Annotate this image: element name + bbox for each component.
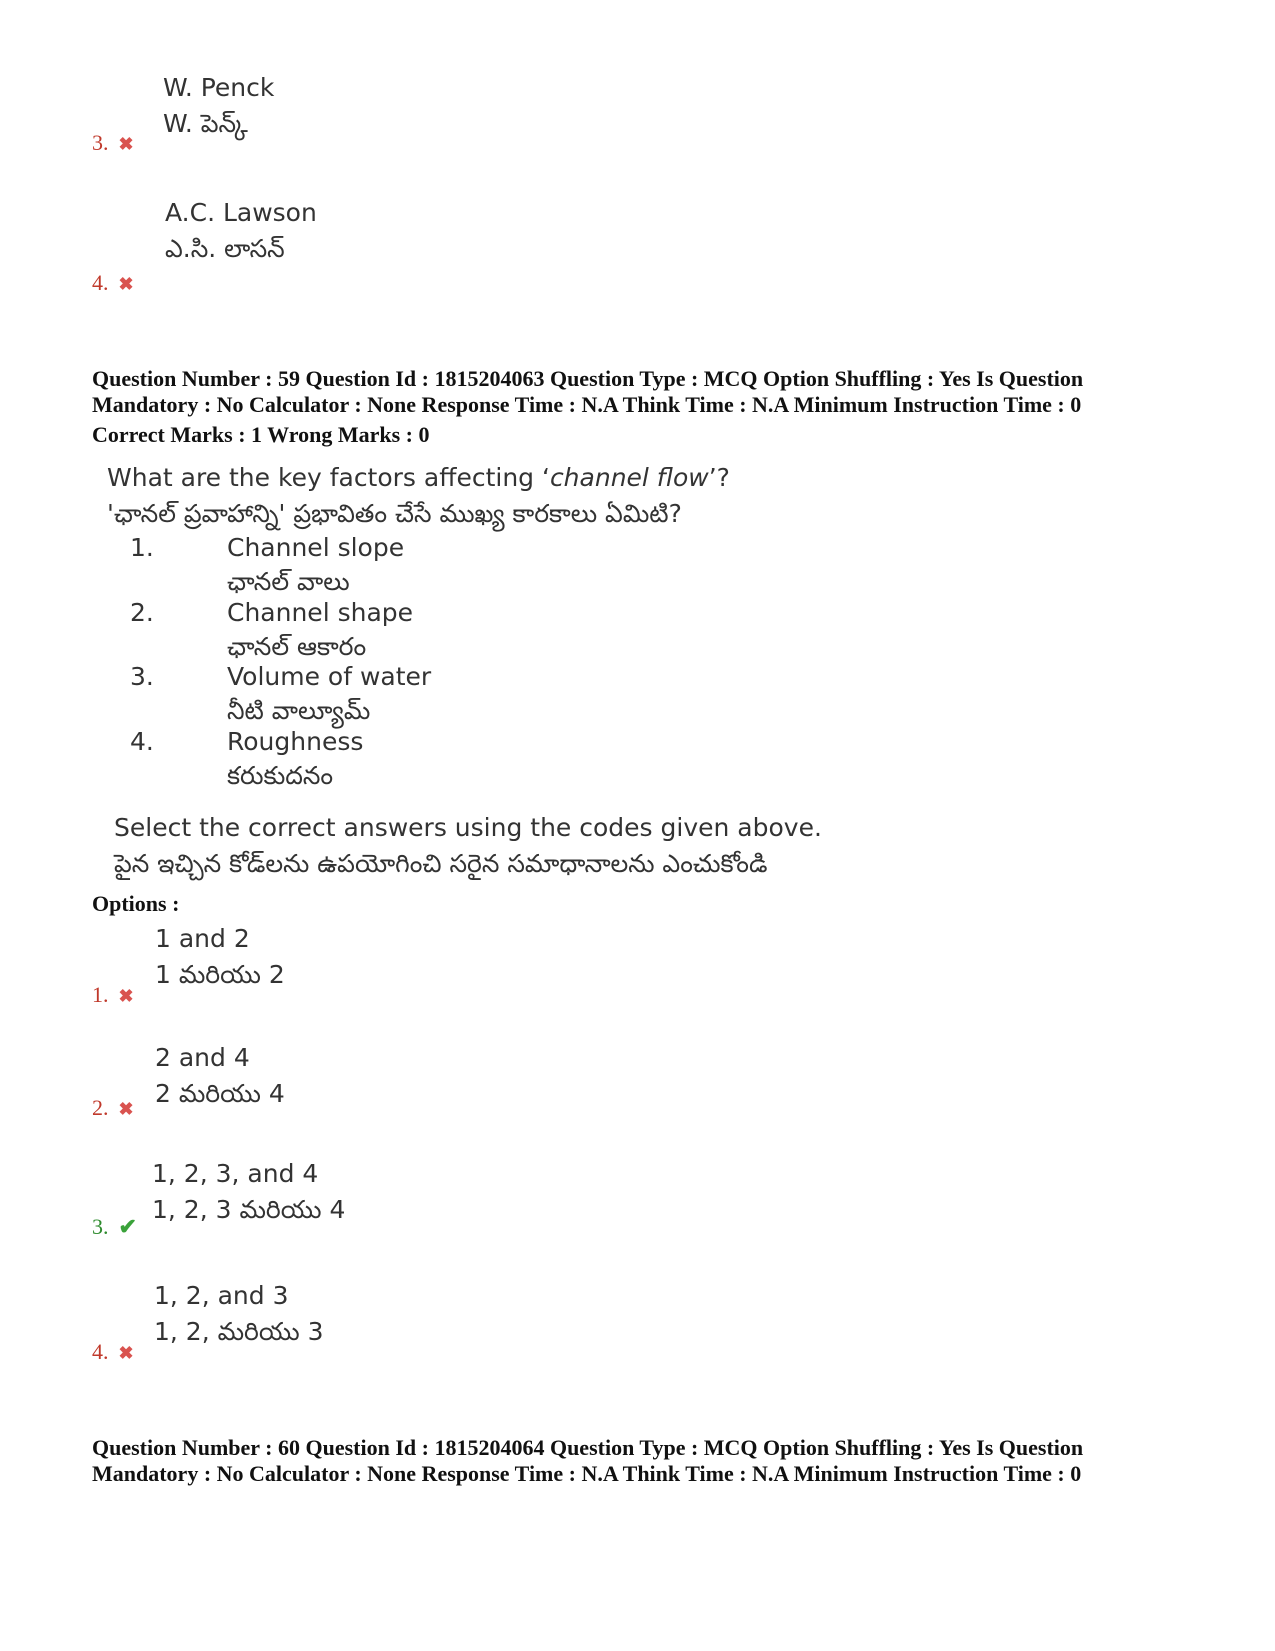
check-mark-icon: ✔	[118, 1214, 137, 1239]
option-number: 2.	[92, 1095, 109, 1120]
factor-text-te: నీటి వాల్యూమ్	[227, 696, 371, 725]
q60-meta-line1: Question Number : 60 Question Id : 1815204064 Question Type : MCQ Option Shuffling : Yes Is Question	[92, 1435, 1084, 1460]
wrong-mark-icon: ✖	[118, 1099, 134, 1119]
factor-text-te: ఛానల్ వాలు	[227, 567, 350, 596]
option-text-en: 1 and 2	[155, 924, 250, 953]
option-text-te: 1, 2, 3 మరియు 4	[152, 1195, 346, 1224]
option-text-te: W. పెన్క్	[163, 109, 248, 138]
q60-meta	[92, 1435, 1083, 1487]
q59-option-4-number	[92, 1339, 134, 1365]
option-text-te: 2 మరియు 4	[155, 1079, 285, 1108]
option-text-en: 2 and 4	[155, 1043, 250, 1072]
instruction-text-te: పైన ఇచ్చిన కోడ్‌లను ఉపయోగించి సరైన సమాధానాలను ఎంచుకోండి	[114, 849, 768, 878]
wrong-mark-icon: ✖	[118, 1343, 134, 1363]
option-number: 1.	[92, 982, 109, 1007]
q59-option-3-number	[92, 1214, 137, 1240]
q59-option-2	[155, 1040, 285, 1112]
q59-question	[107, 460, 730, 532]
q59-option-1-number	[92, 982, 134, 1008]
option-text-en: 1, 2, and 3	[154, 1281, 289, 1310]
question-en-pre: What are the key factors affecting ‘	[107, 463, 550, 492]
q59-option-3	[152, 1156, 345, 1228]
factor-text-te: కరుకుదనం	[227, 761, 334, 790]
q59-meta-line1: Question Number : 59 Question Id : 1815204063 Question Type : MCQ Option Shuffling : Yes Is Question	[92, 366, 1084, 391]
q59-option-2-number	[92, 1095, 134, 1121]
factor-text-te: ఛానల్ ఆకారం	[227, 632, 367, 661]
factor-number: 2.	[130, 598, 154, 627]
factor-text-en: Roughness	[227, 727, 364, 756]
options-label: Options :	[92, 891, 180, 916]
q59-meta	[92, 366, 1083, 418]
question-en-italic: channel flow	[549, 463, 709, 492]
factor-text-en: Channel slope	[227, 533, 405, 562]
q59-option-1	[155, 921, 285, 993]
factor-number: 1.	[130, 533, 154, 562]
factor-number: 3.	[130, 662, 154, 691]
option-text-te: ఎ.సి. లాసన్	[165, 234, 285, 263]
factor-text-en: Volume of water	[227, 662, 432, 691]
factor-number: 4.	[130, 727, 154, 756]
option-text-en: A.C. Lawson	[165, 198, 317, 227]
option-text-te: 1, 2, మరియు 3	[154, 1317, 324, 1346]
option-text-en: W. Penck	[163, 73, 275, 102]
instruction-text-en: Select the correct answers using the codes given above.	[114, 813, 822, 842]
prev-option-4	[165, 195, 317, 267]
option-number: 4.	[92, 270, 109, 295]
q59-option-4	[154, 1278, 324, 1350]
q59-meta-line2: Mandatory : No Calculator : None Response Time : N.A Think Time : N.A Minimum Instruction Time : 0	[92, 392, 1082, 417]
q60-meta-line2: Mandatory : No Calculator : None Response Time : N.A Think Time : N.A Minimum Instruction Time : 0	[92, 1461, 1082, 1486]
prev-option-4-number	[92, 270, 134, 296]
option-number: 4.	[92, 1339, 109, 1364]
option-text-en: 1, 2, 3, and 4	[152, 1159, 319, 1188]
q59-marks: Correct Marks : 1 Wrong Marks : 0	[92, 422, 430, 447]
prev-option-3	[163, 70, 274, 142]
option-text-te: 1 మరియు 2	[155, 960, 285, 989]
q59-instruction	[114, 810, 822, 882]
question-en-post: ’?	[708, 463, 730, 492]
factor-text-en: Channel shape	[227, 598, 414, 627]
question-text-te: 'ఛానల్ ప్రవాహాన్ని' ప్రభావితం చేసే ముఖ్య కారకాలు ఏమిటి?	[107, 499, 682, 528]
prev-option-3-number	[92, 130, 134, 156]
wrong-mark-icon: ✖	[118, 986, 134, 1006]
wrong-mark-icon: ✖	[118, 134, 134, 154]
question-text-en	[107, 460, 730, 496]
option-number: 3.	[92, 130, 109, 155]
option-number: 3.	[92, 1214, 109, 1239]
wrong-mark-icon: ✖	[118, 274, 134, 294]
